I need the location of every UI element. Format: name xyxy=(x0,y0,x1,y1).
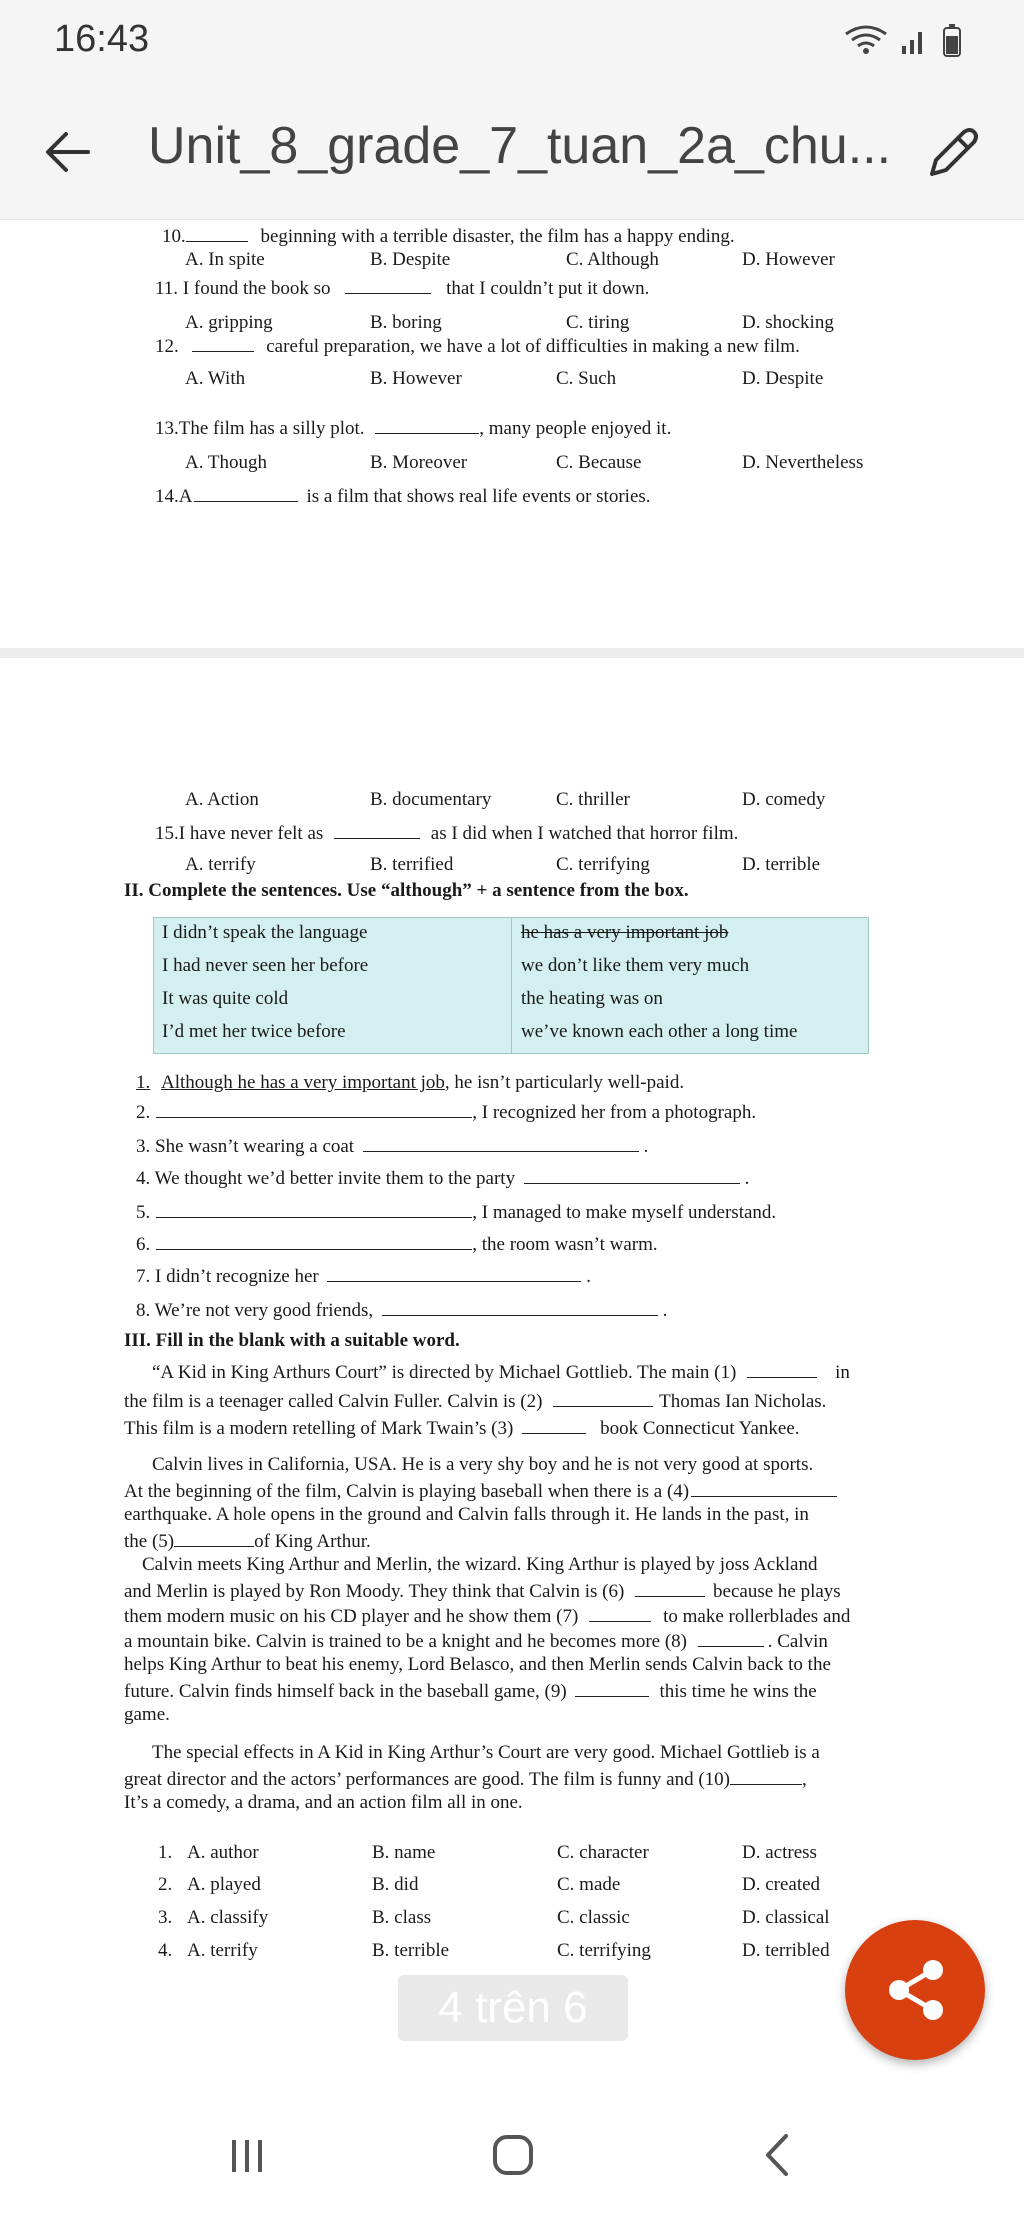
para2-line2 xyxy=(124,1479,837,1503)
system-nav-bar xyxy=(0,2090,1024,2217)
q12-option-d: D. Despite xyxy=(742,368,824,389)
q11-text: 11. I found the book so xyxy=(155,278,331,299)
box-left-item: It was quite cold xyxy=(162,988,289,1009)
back-button[interactable] xyxy=(36,120,100,184)
sentence-1-number: 1. xyxy=(136,1072,151,1093)
text: . Calvin xyxy=(767,1631,828,1652)
sentence-1-rest: , he isn’t particularly well-paid. xyxy=(444,1072,685,1093)
sentence-4-text: 4. We thought we’d better invite them to the party xyxy=(136,1168,516,1189)
choice-row-4-b: B. terrible xyxy=(372,1940,450,1961)
para3-line1: Calvin meets King Arthur and Merlin, the wizard. King Arthur is played by joss Ackland xyxy=(142,1554,818,1575)
wifi-signal-battery-icon xyxy=(836,20,976,60)
choice-row-3-a: A. classify xyxy=(187,1907,269,1928)
q10-text: beginning with a terrible disaster, the film has a happy ending. xyxy=(260,226,735,247)
share-button[interactable] xyxy=(845,1920,985,2060)
choice-row-1-a: A. author xyxy=(187,1842,259,1863)
q11-option-c: C. tiring xyxy=(566,312,630,333)
choice-row-3-c: C. classic xyxy=(557,1907,630,1928)
sentence-6-rest: , the room wasn’t warm. xyxy=(472,1234,658,1255)
q14-text: 14.A xyxy=(155,486,193,507)
q15-text-end: as I did when I watched that horror film. xyxy=(430,823,739,844)
q11-option-a: A. gripping xyxy=(185,312,273,333)
sentence-1-answer: Although he has a very important job xyxy=(161,1072,445,1093)
document-viewer[interactable] xyxy=(0,220,1024,2120)
para3-line4 xyxy=(124,1629,828,1653)
arrow-left-icon xyxy=(36,120,100,184)
blank xyxy=(186,224,248,242)
section-3-heading: III. Fill in the blank with a suitable word. xyxy=(124,1330,460,1351)
para3-line3 xyxy=(124,1604,850,1628)
choice-row-1-b: B. name xyxy=(372,1842,436,1863)
blank-9 xyxy=(575,1679,649,1697)
choice-row-3-d: D. classical xyxy=(742,1907,830,1928)
q10-option-b: B. Despite xyxy=(370,249,451,270)
blank xyxy=(382,1298,658,1316)
choice-row-2-d: D. created xyxy=(742,1874,821,1895)
section-2-heading: II. Complete the sentences. Use “although” + a sentence from the box. xyxy=(124,880,689,901)
text: because he plays xyxy=(713,1581,841,1602)
blank-7 xyxy=(589,1604,651,1622)
app-bar xyxy=(0,80,1024,220)
box-right-item: we don’t like them very much xyxy=(521,955,750,976)
box-right-item: we’ve known each other a long time xyxy=(521,1021,798,1042)
sentence-3-text: 3. She wasn’t wearing a coat xyxy=(136,1136,355,1157)
text: to make rollerblades and xyxy=(663,1606,851,1627)
q14-text-end: is a film that shows real life events or stories. xyxy=(306,486,651,507)
blank xyxy=(194,484,298,502)
sentence-box xyxy=(153,917,869,1054)
sentence-5-number: 5. xyxy=(136,1202,151,1223)
q13-text-end: , many people enjoyed it. xyxy=(479,418,672,439)
q15-option-b: B. terrified xyxy=(370,854,454,875)
q10-line xyxy=(162,224,735,248)
blank-4 xyxy=(691,1479,837,1497)
edit-button[interactable] xyxy=(918,118,988,188)
box-right-item: the heating was on xyxy=(521,988,663,1009)
choice-row-2-number: 2. xyxy=(158,1874,173,1895)
status-time: 16:43 xyxy=(54,18,150,60)
choice-row-4-a: A. terrify xyxy=(187,1940,258,1961)
q13-line xyxy=(155,416,671,440)
text: and Merlin is played by Ron Moody. They think that Calvin is (6) xyxy=(124,1581,625,1602)
q11-option-b: B. boring xyxy=(370,312,442,333)
choice-row-3-number: 3. xyxy=(158,1907,173,1928)
q11-text-end: that I couldn’t put it down. xyxy=(446,278,650,299)
text: a mountain bike. Calvin is trained to be a knight and he becomes more (8) xyxy=(124,1631,687,1652)
text: “A Kid in King Arthurs Court” is directed by Michael Gottlieb. The main (1) xyxy=(152,1362,737,1383)
q14-option-d: D. comedy xyxy=(742,789,826,810)
q14-option-a: A. Action xyxy=(185,789,259,810)
q10-option-c: C. Although xyxy=(566,249,659,270)
q15-text: 15.I have never felt as xyxy=(155,823,324,844)
text: the (5) xyxy=(124,1531,175,1552)
q12-option-a: A. With xyxy=(185,368,246,389)
choice-row-1-c: C. character xyxy=(557,1842,649,1863)
para3-line5: helps King Arthur to beat his enemy, Lord Belasco, and then Merlin sends Calvin back to the xyxy=(124,1654,831,1675)
status-icons xyxy=(836,20,976,60)
share-icon xyxy=(845,1920,985,2060)
blank-6 xyxy=(635,1579,705,1597)
sentence-6 xyxy=(136,1232,658,1256)
para1-line1 xyxy=(152,1360,850,1384)
choice-row-4-d: D. terribled xyxy=(742,1940,830,1961)
q13-option-a: A. Though xyxy=(185,452,267,473)
text: of King Arthur. xyxy=(254,1531,371,1552)
q13-option-b: B. Moreover xyxy=(370,452,468,473)
sentence-2-number: 2. xyxy=(136,1102,151,1123)
q12-option-b: B. However xyxy=(370,368,462,389)
choice-row-4-c: C. terrifying xyxy=(557,1940,651,1961)
q11-option-d: D. shocking xyxy=(742,312,834,333)
q15-option-d: D. terrible xyxy=(742,854,821,875)
para4-line1: The special effects in A Kid in King Arthur’s Court are very good. Michael Gottlieb is a xyxy=(152,1742,820,1763)
choice-row-1-number: 1. xyxy=(158,1842,173,1863)
q12-line xyxy=(155,334,800,358)
blank xyxy=(524,1166,740,1184)
sentence-5-rest: , I managed to make myself understand. xyxy=(472,1202,777,1223)
chevron-left-icon xyxy=(744,2120,814,2190)
sentence-8-text: 8. We’re not very good friends, xyxy=(136,1300,374,1321)
sentence-4: 4. We thought we’d better invite them to the party . xyxy=(136,1168,750,1189)
para2-line3: earthquake. A hole opens in the ground and Calvin falls through it. He lands in the past, in xyxy=(124,1504,809,1525)
system-back-button[interactable] xyxy=(744,2120,814,2190)
blank xyxy=(192,334,254,352)
blank-8 xyxy=(698,1629,764,1647)
blank-1 xyxy=(747,1360,817,1378)
q12-text: careful preparation, we have a lot of difficulties in making a new film. xyxy=(266,336,800,357)
q15-option-c: C. terrifying xyxy=(556,854,650,875)
para4-line2 xyxy=(124,1767,807,1791)
box-right-item-used: he has a very important job xyxy=(521,922,729,943)
status-bar xyxy=(0,0,1024,80)
sentence-5 xyxy=(136,1200,776,1224)
sentence-1 xyxy=(136,1072,684,1094)
blank xyxy=(156,1232,472,1250)
para4-line3: It’s a comedy, a drama, and an action film all in one. xyxy=(124,1792,523,1813)
q13-text: 13.The film has a silly plot. xyxy=(155,418,365,439)
box-left-item: I’d met her twice before xyxy=(162,1021,346,1042)
q10-option-d: D. However xyxy=(742,249,835,270)
blank xyxy=(156,1200,472,1218)
text: book Connecticut Yankee. xyxy=(600,1418,800,1439)
q10-number: 10. xyxy=(162,226,186,247)
para2-line1: Calvin lives in California, USA. He is a very shy boy and he is not very good at sports. xyxy=(152,1454,814,1475)
para3-line2 xyxy=(124,1579,841,1603)
blank xyxy=(345,276,431,294)
pencil-icon xyxy=(918,118,988,188)
text: future. Calvin finds himself back in the baseball game, (9) xyxy=(124,1681,567,1702)
q12-number: 12. xyxy=(155,336,179,357)
q13-option-c: C. Because xyxy=(556,452,642,473)
para3-line6 xyxy=(124,1679,817,1703)
q12-option-c: C. Such xyxy=(556,368,617,389)
text: the film is a teenager called Calvin Fuller. Calvin is (2) xyxy=(124,1391,543,1412)
q13-option-d: D. Nevertheless xyxy=(742,452,864,473)
choice-row-1-d: D. actress xyxy=(742,1842,817,1863)
q10-option-a: A. In spite xyxy=(185,249,265,270)
choice-row-2-b: B. did xyxy=(372,1874,419,1895)
q11-line xyxy=(155,276,649,300)
text: , xyxy=(802,1769,807,1790)
box-left-item: I had never seen her before xyxy=(162,955,369,976)
text: This film is a modern retelling of Mark Twain’s (3) xyxy=(124,1418,514,1439)
blank xyxy=(156,1100,472,1118)
q15-line xyxy=(155,821,738,845)
sentence-6-number: 6. xyxy=(136,1234,151,1255)
text: this time he wins the xyxy=(659,1681,817,1702)
recent-apps-icon xyxy=(212,2120,282,2190)
text: At the beginning of the film, Calvin is playing baseball when there is a (4) xyxy=(124,1481,690,1502)
text: them modern music on his CD player and he show them (7) xyxy=(124,1606,579,1627)
blank-10 xyxy=(730,1767,802,1785)
sentence-7-text: 7. I didn’t recognize her xyxy=(136,1266,319,1287)
text: great director and the actors’ performances are good. The film is funny and (10) xyxy=(124,1769,731,1790)
blank xyxy=(334,821,420,839)
blank xyxy=(375,416,479,434)
blank xyxy=(363,1134,639,1152)
home-icon xyxy=(478,2120,548,2190)
q15-option-a: A. terrify xyxy=(185,854,256,875)
text: in xyxy=(835,1362,850,1383)
para3-line7: game. xyxy=(124,1704,170,1725)
para1-line3 xyxy=(124,1416,800,1440)
blank-2 xyxy=(553,1389,653,1407)
sentence-2-rest: , I recognized her from a photograph. xyxy=(472,1102,757,1123)
page-separator xyxy=(0,648,1024,658)
box-divider xyxy=(511,918,512,1053)
blank-3 xyxy=(522,1416,586,1434)
sentence-2 xyxy=(136,1100,756,1124)
para2-line4 xyxy=(124,1529,371,1553)
para1-line2 xyxy=(124,1389,826,1413)
sentence-8: 8. We’re not very good friends, . xyxy=(136,1300,668,1321)
text: Thomas Ian Nicholas. xyxy=(659,1391,827,1412)
q14-line xyxy=(155,484,651,508)
blank-5 xyxy=(174,1529,254,1547)
q14-option-c: C. thriller xyxy=(556,789,630,810)
sentence-7: 7. I didn’t recognize her . xyxy=(136,1266,591,1287)
sentence-3: 3. She wasn’t wearing a coat . xyxy=(136,1136,649,1157)
choice-row-2-a: A. played xyxy=(187,1874,261,1895)
choice-row-4-number: 4. xyxy=(158,1940,173,1961)
blank xyxy=(327,1264,581,1282)
choice-row-2-c: C. made xyxy=(557,1874,621,1895)
q14-option-b: B. documentary xyxy=(370,789,492,810)
box-left-item: I didn’t speak the language xyxy=(162,922,368,943)
page-indicator: 4 trên 6 xyxy=(398,1975,628,2041)
recent-apps-button[interactable] xyxy=(212,2120,282,2190)
home-button[interactable] xyxy=(478,2120,548,2190)
document-title: Unit_8_grade_7_tuan_2a_chu... xyxy=(148,117,892,175)
choice-row-3-b: B. class xyxy=(372,1907,432,1928)
